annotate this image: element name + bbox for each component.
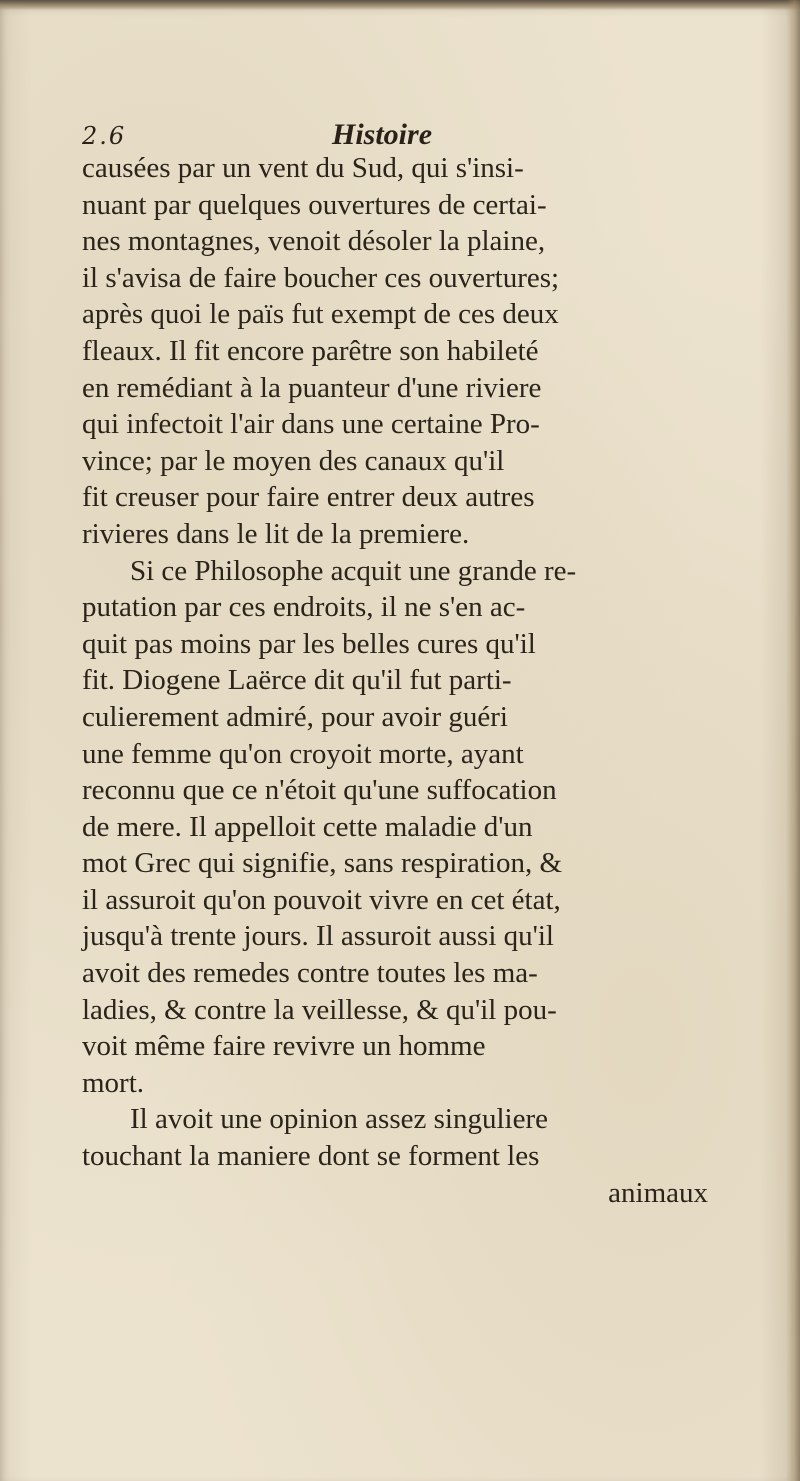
body-text	[82, 150, 722, 1211]
text-line: fit. Diogene Laërce dit qu'il fut parti-	[82, 664, 512, 697]
text-line: une femme qu'on croyoit morte, ayant	[82, 737, 524, 770]
text-line: quit pas moins par les belles cures qu'il	[82, 627, 536, 660]
page-right-shadow	[786, 0, 800, 1481]
text-line: fleaux. Il fit encore parêtre son habileté	[82, 334, 539, 367]
text-line: il assuroit qu'on pouvoit vivre en cet état,	[82, 883, 561, 916]
text-line: en remédiant à la puanteur d'une riviere	[82, 371, 542, 404]
text-line: touchant la maniere dont se forment les	[82, 1140, 540, 1173]
text-line: vince; par le moyen des canaux qu'il	[82, 444, 505, 477]
running-head: Histoire	[332, 118, 433, 151]
text-line: mot Grec qui signifie, sans respiration, &	[82, 847, 563, 880]
text-line: nuant par quelques ouvertures de certai-	[82, 188, 547, 221]
text-line: fit creuser pour faire entrer deux autres	[82, 481, 535, 514]
text-line: jusqu'à trente jours. Il assuroit aussi qu'il	[82, 920, 554, 953]
text-line: Il avoit une opinion assez singuliere	[130, 1103, 548, 1136]
text-line: de mere. Il appelloit cette maladie d'un	[82, 810, 533, 843]
text-line: voit même faire revivre un homme	[82, 1030, 486, 1063]
text-line: Si ce Philosophe acquit une grande re-	[130, 554, 577, 587]
text-line: il s'avisa de faire boucher ces ouvertures;	[82, 261, 560, 294]
page-top-shadow	[0, 0, 800, 10]
text-line: ladies, & contre la veillesse, & qu'il pou-	[82, 993, 557, 1026]
text-line: nes montagnes, venoit désoler la plaine,	[82, 225, 546, 258]
text-line: avoit des remedes contre toutes les ma-	[82, 957, 538, 990]
text-line: rivieres dans le lit de la premiere.	[82, 517, 470, 550]
text-line: putation par ces endroits, il ne s'en ac-	[82, 591, 526, 624]
page-number: 2.6	[82, 122, 127, 150]
text-line: causées par un vent du Sud, qui s'insi-	[82, 152, 524, 184]
text-line: après quoi le païs fut exempt de ces deux	[82, 298, 559, 331]
text-line: culierement admiré, pour avoir guéri	[82, 700, 508, 733]
text-line: reconnu que ce n'étoit qu'une suffocation	[82, 774, 557, 807]
text-line: qui infectoit l'air dans une certaine Pro-	[82, 408, 540, 441]
text-line: mort.	[82, 1066, 145, 1099]
text-line: animaux	[608, 1176, 708, 1209]
